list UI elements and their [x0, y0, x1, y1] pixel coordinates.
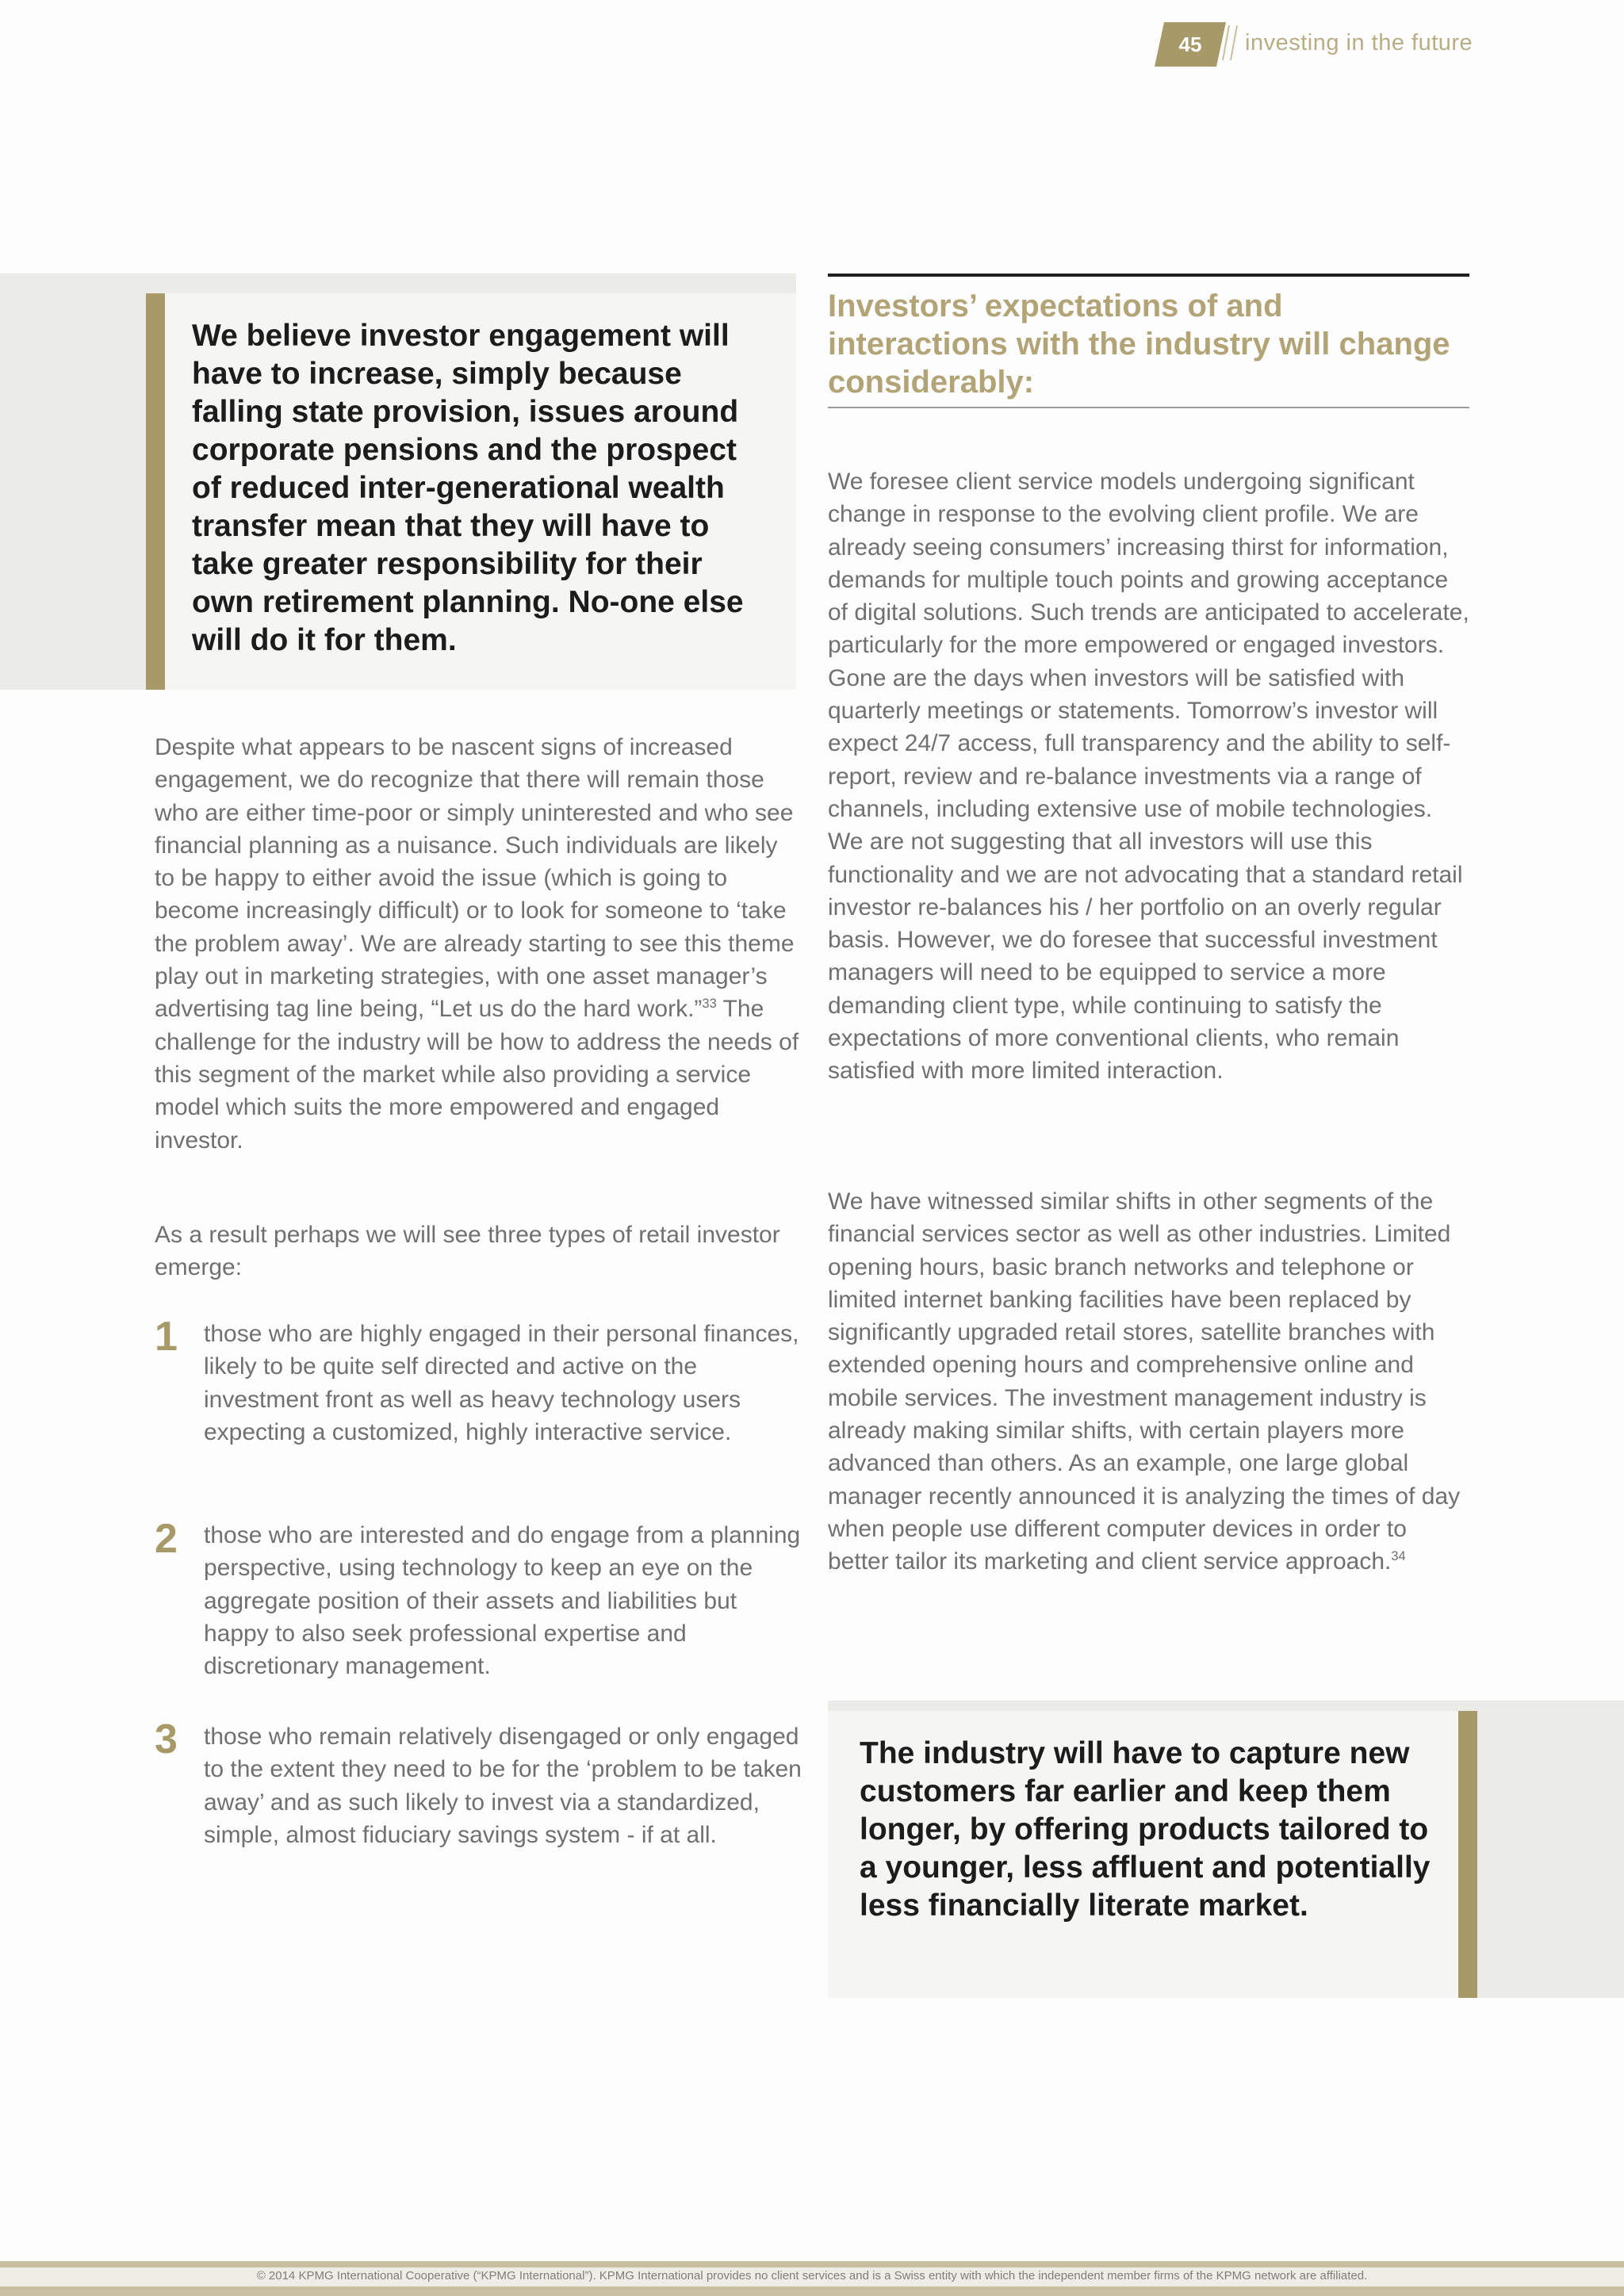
list-item-2: those who are interested and do engage from a planning perspective, using technology to keep an eye on the aggregate position of their assets and liabilities but happy to also seek professional expertise and discretionary management.: [204, 1522, 801, 1680]
right-paragraph-2-text: We have witnessed similar shifts in other segments of the financial services sector as well as other industries. Limited opening hours, basic branch networks and telephone or limited internet banking facilities have been replaced by significantly upgraded retail stores, satellite branches with extended opening hours and comprehensive online and mobile services. The investment management industry is already making similar shifts, with certain players more advanced than others. As an example, one large global manager recently announced it is analyzing the times of day when people use different computer devices in order to better tailor its marketing and client service approach.: [828, 1188, 1461, 1575]
heading-top-rule: [828, 274, 1469, 277]
double-slash-icon: [1221, 24, 1240, 62]
left-quote-accent-bar: [146, 293, 165, 690]
right-pull-quote: The industry will have to capture new customers far earlier and keep them longer, by offering products tailored to a younger, less affluent and potentially less financially literate market.: [860, 1736, 1431, 1923]
list-number-1: 1: [155, 1314, 178, 1360]
list-number-3: 3: [155, 1716, 178, 1762]
right-quote-accent-bar: [1458, 1711, 1477, 1998]
list-number-2: 2: [155, 1516, 178, 1562]
footnote-33: 33: [702, 997, 717, 1012]
left-paragraph-1-continued: The challenge for the industry will be how to address the needs of this segment of the market while also providing a service model which suits the more empowered and engaged investor.: [155, 996, 799, 1154]
section-heading: Investors’ expectations of and interactions with the industry will change considerably:: [828, 289, 1450, 400]
right-paragraph-2: [828, 1185, 1469, 1578]
heading-bottom-rule: [828, 407, 1469, 408]
list-item-3: those who remain relatively disengaged or only engaged to the extent they need to be for the ‘problem to be taken away’ and as such likely to invest via a standardized, simple, almost fiduciary savings system - if at all.: [204, 1724, 802, 1848]
copyright-footer: © 2014 KPMG International Cooperative (“KPMG International”). KPMG International provides no client services and is a Swiss entity with which the independent member firms of the KPMG network are affiliated.: [256, 2269, 1368, 2283]
left-paragraph-1: [155, 731, 802, 1157]
left-paragraph-1-text: Despite what appears to be nascent signs of increased engagement, we do recognize that there will remain those who are either time-poor or simply uninterested and who see financial planning as a nuisance. Such individuals are likely to be happy to either avoid the issue (which is going to become increasingly difficult) or to look for someone to ‘take the problem away’. We are already starting to see this theme play out in marketing strategies, with one asset manager’s advertising tag line being, “Let us do the hard work.”: [155, 734, 795, 1023]
right-paragraph-1: We foresee client service models undergoing significant change in response to the evolving client profile. We are already seeing consumers’ increasing thirst for information, demands for multiple touch points and growing acceptance of digital solutions. Such trends are anticipated to accelerate, particularly for the more empowered or engaged investors. Gone are the days when investors will be satisfied with quarterly meetings or statements. Tomorrow’s investor will expect 24/7 access, full transparency and the ability to self-report, review and re-balance investments via a range of channels, including extensive use of mobile technologies. We are not suggesting that all investors will use this functionality and we are not advocating that a standard retail investor re-balances his / her portfolio on an overly regular basis. However, we do foresee that successful investment managers will need to be equipped to service a more demanding client type, while continuing to satisfy the expectations of more conventional clients, who remain satisfied with more limited interaction.: [828, 469, 1469, 1085]
list-item-1: those who are highly engaged in their personal finances, likely to be quite self directed and active on the investment front as well as heavy technology users expecting a customized, highly interactive service.: [204, 1321, 799, 1445]
left-paragraph-2: As a result perhaps we will see three types of retail investor emerge:: [155, 1222, 780, 1281]
left-pull-quote: We believe investor engagement will have to increase, simply because falling state provision, issues around corporate pensions and the prospect of reduced inter-generational wealth transfer mean that they will have to take greater responsibility for their own retirement planning. No-one else will do it for them.: [192, 319, 744, 657]
footer-band-bottom: [0, 2286, 1624, 2296]
footer-band-top: [0, 2261, 1624, 2267]
page-number: 45: [1178, 33, 1202, 56]
footnote-34: 34: [1391, 1549, 1406, 1564]
section-title: investing in the future: [1245, 30, 1473, 55]
